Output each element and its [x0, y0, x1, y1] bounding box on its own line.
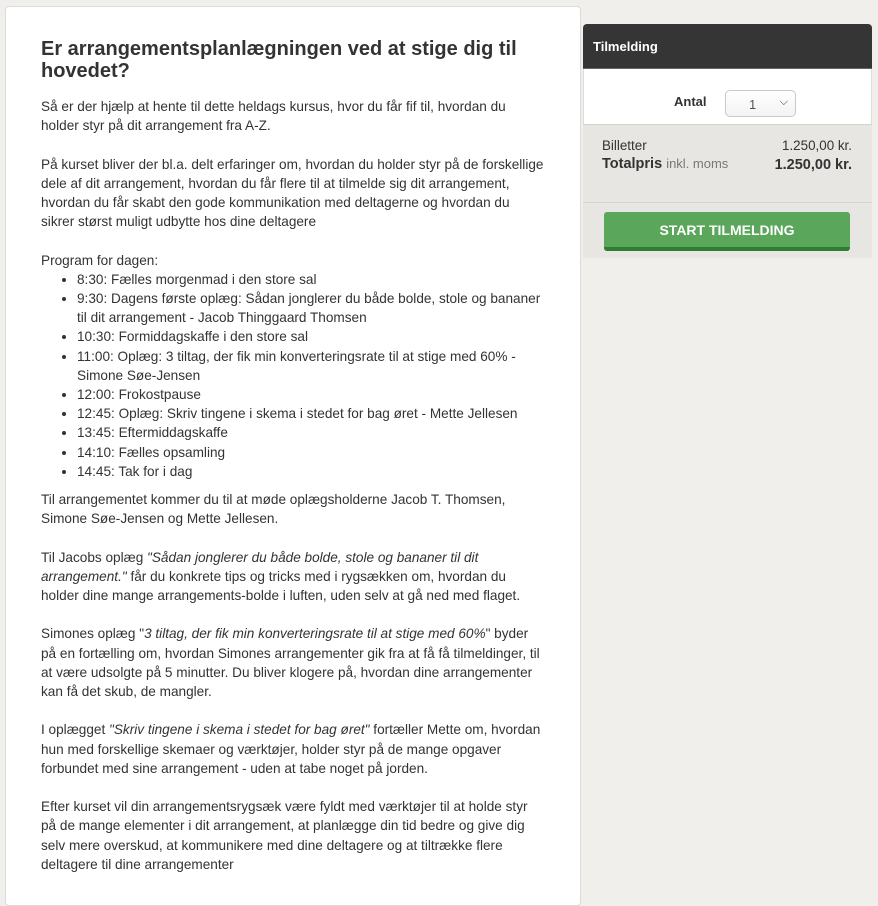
- program-item: • 13:45: Eftermiddagskaffe: [77, 423, 546, 442]
- simone-intro: Simones oplæg ": [41, 626, 145, 642]
- jacob-intro: Til Jacobs oplæg: [41, 549, 148, 565]
- program-item: • 8:30: Fælles morgenmad i den store sal: [77, 270, 546, 289]
- total-price: 1.250,00 kr.: [774, 157, 852, 173]
- chevron-down-icon: ⌵: [779, 96, 788, 108]
- program-item: • 12:45: Oplæg: Skriv tingene i skema i stedet for bag øret - Mette Jellesen: [77, 404, 546, 423]
- start-registration-button[interactable]: START TILMELDING: [604, 212, 850, 251]
- quantity-select[interactable]: [725, 90, 796, 117]
- vat-note: inkl. moms: [666, 156, 729, 171]
- intro-paragraph: Så er der hjælp at hente til dette heldags kursus, hvor du får fif til, hvordan du holder styr på dit arrangement fra A-Z.: [41, 99, 506, 134]
- quantity-label: Antal: [674, 94, 707, 109]
- program-list: [41, 270, 546, 481]
- registration-header: Tilmelding: [583, 24, 872, 69]
- total-label-text: Totalpris: [602, 156, 663, 172]
- total-label: [602, 156, 728, 172]
- program-item: • 9:30: Dagens første oplæg: Sådan jonglerer du både bolde, stole og bananer til dit arrangement - Jacob Thinggaard Thomsen: [77, 289, 546, 327]
- program-item: • 14:45: Tak for i dag: [77, 462, 546, 481]
- program-heading: Program for dagen:: [41, 252, 159, 268]
- registration-panel: [583, 24, 872, 258]
- program-item: • 10:30: Formiddagskaffe i den store sal: [77, 327, 546, 346]
- simone-talk-title: 3 tiltag, der fik min konverteringsrate til at stige med 60%: [144, 626, 486, 642]
- event-description-card: [5, 6, 581, 906]
- event-content: [41, 38, 546, 874]
- action-row: [583, 202, 872, 258]
- jacob-description: får du konkrete tips og tricks med i rygsækken om, hvordan du holder dine mange arrangements-bolde i luften, uden selv at gå ned med flaget.: [41, 568, 521, 604]
- price-summary: [583, 124, 872, 202]
- speakers-paragraph: Til arrangementet kommer du til at møde oplægsholderne Jacob T. Thomsen, Simone Søe-Jensen og Mette Jellesen.: [41, 492, 506, 527]
- closing-paragraph: Efter kurset vil din arrangementsrygsæk være fyldt med værktøjer til at holde styr på de mange elementer i dit arrangement, at planlægge din tid bedre og give dig selv mere overskud, at kommunikere med dine deltagere og at tiltrække flere deltagere til dine arrangementer: [41, 799, 528, 872]
- mette-intro: I oplægget: [41, 722, 110, 738]
- mette-description: fortæller Mette om, hvordan hun med forskellige skemaer og værktøjer, holder styr på de mange opgaver forbundet med sine arrangement - uden at tabe noget på jorden.: [41, 722, 541, 776]
- simone-description: " byder på en fortælling om, hvordan Simones arrangementer gik fra at få få tilmeldinger, til at være udsolgte på 5 minutter. Du bliver klogere på, hvordan dine arrangementer kan få det skub, de mangler.: [41, 626, 540, 700]
- mette-paragraph: [41, 720, 546, 778]
- mette-talk-title: "Skriv tingene i skema i stedet for bag øret": [109, 722, 370, 738]
- program-item: • 14:10: Fælles opsamling: [77, 443, 546, 462]
- event-title: Er arrangementsplanlægningen ved at stige dig til hovedet?: [41, 38, 517, 82]
- quantity-row: [583, 69, 872, 124]
- quantity-value: 1: [749, 97, 757, 112]
- tickets-price: 1.250,00 kr.: [782, 138, 852, 153]
- simone-paragraph: [41, 624, 546, 701]
- jacob-talk-title: "Sådan jonglerer du både bolde, stole og bananer til dit arrangement.": [41, 549, 479, 584]
- overview-paragraph: På kurset bliver der bl.a. delt erfaringer om, hvordan du holder styr på de forskellige dele af dit arrangement, hvordan du får flere til at tilmelde sig dit arrangement, hvordan du får skabt den gode kommunikation med deltagerne og hvordan du sikrer størst muligt udbytte hos dine deltagere: [41, 156, 544, 230]
- jacob-paragraph: [41, 548, 546, 606]
- tickets-label: Billetter: [602, 138, 647, 153]
- program-item: • 11:00: Oplæg: 3 tiltag, der fik min konverteringsrate til at stige med 60% - Simone Søe-Jensen: [77, 347, 546, 385]
- program-item: • 12:00: Frokostpause: [77, 385, 546, 404]
